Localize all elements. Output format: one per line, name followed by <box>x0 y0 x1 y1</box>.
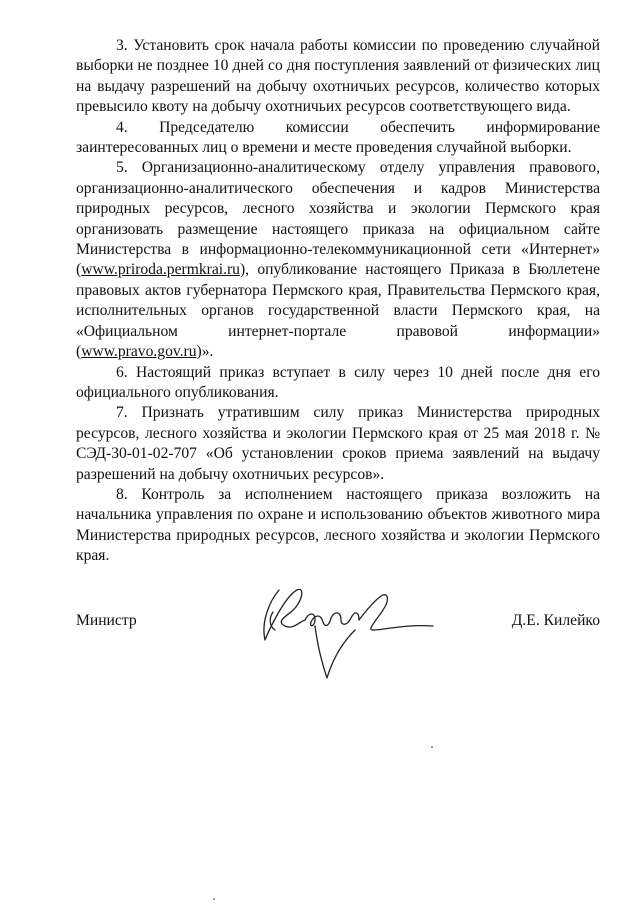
paragraph-4: 4. Председателю комиссии обеспечить информирование заинтересованных лиц о времени и месте проведения случайной выборки. <box>76 118 600 157</box>
paragraph-5-text-1: 5. Организационно-аналитическому отделу управления правового, организационно-аналитического обеспечения и кадров Министерства природных ресурсов, лесного хозяйства и экологии Пермского края организовать размещение настоящего приказа на официальном сайте Министерства в информационно-телекоммуникационной сети «Интернет» ( <box>76 159 600 279</box>
paragraph-5-text-3: )». <box>196 343 214 361</box>
signatory-title: Министр <box>76 612 137 629</box>
signature-block <box>76 609 600 633</box>
paragraph-7: 7. Признать утратившим силу приказ Министерства природных ресурсов, лесного хозяйства и экологии Пермского края от 25 мая 2018 г. № СЭД-30-01-02-707 «Об установлении сроков приема заявлений на выдачу разрешений на добычу охотничьих ресурсов». <box>76 404 600 483</box>
paragraph-6: 6. Настоящий приказ вступает в силу через 10 дней после дня его официального опубликования. <box>76 363 600 401</box>
paragraph-5-text-2: ), опубликование настоящего Приказа в Бюллетене правовых актов губернатора Пермского края, Правительства Пермского края, исполнительных органов государственной власти Пермского края, на «Официальном интернет-портале правовой информации» ( <box>76 261 600 361</box>
scan-speck <box>213 898 215 900</box>
paragraph-5 <box>76 158 600 362</box>
paragraph-8: 8. Контроль за исполнением настоящего приказа возложить на начальника управления по охране и использованию объектов животного мира Министерства природных ресурсов, лесного хозяйства и экологии Пермского края. <box>76 485 600 565</box>
pravo-link[interactable]: www.pravo.gov.ru <box>81 343 197 361</box>
signatory-name: Д.Е. Килейко <box>511 612 600 629</box>
paragraph-3: 3. Установить срок начала работы комиссии по проведению случайной выборки не позднее 10 дней со дня поступления заявлений от физических лиц на выдачу разрешений на добычу охотничьих ресурсов, количество которых превысило квоту на добычу охотничьих ресурсов соответствующего вида. <box>76 37 600 116</box>
scan-speck <box>431 746 433 748</box>
priroda-link[interactable]: www.priroda.permkrai.ru <box>81 261 240 279</box>
document-body <box>76 36 600 567</box>
